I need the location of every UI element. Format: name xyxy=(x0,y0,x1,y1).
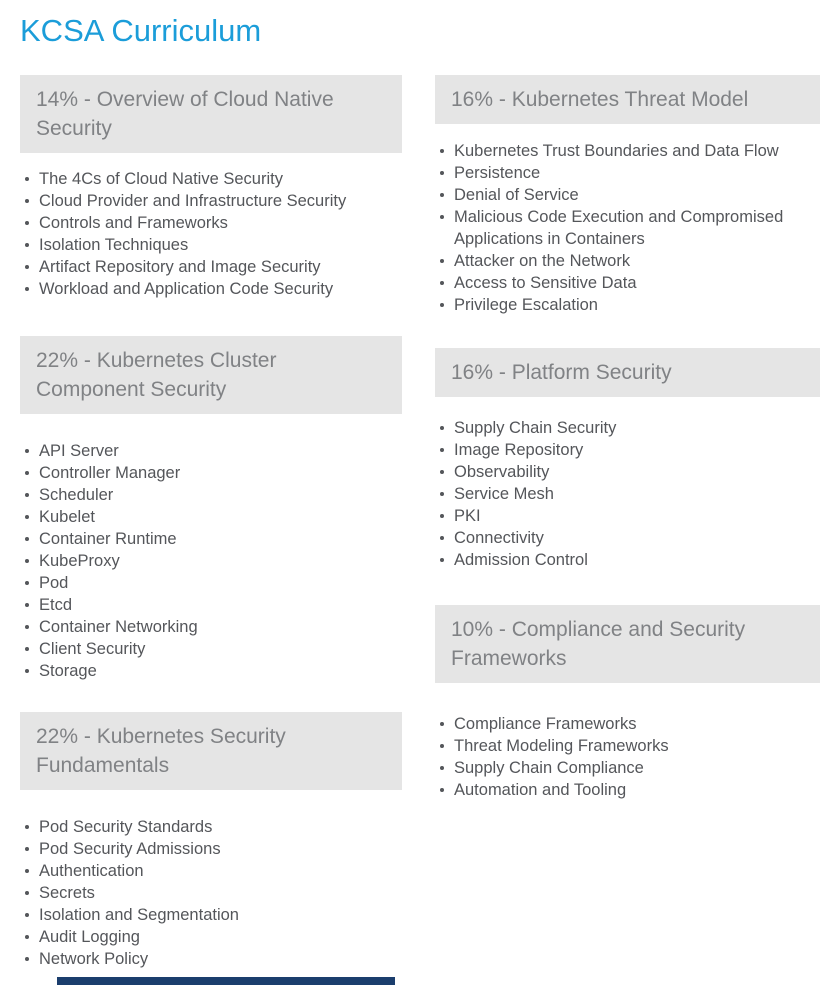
curriculum-section xyxy=(20,336,402,682)
list-item: Denial of Service xyxy=(435,184,820,206)
list-item: Supply Chain Security xyxy=(435,417,820,439)
next-section-bar xyxy=(57,977,395,985)
section-heading: 22% - Kubernetes Cluster Component Security xyxy=(20,336,402,414)
curriculum-columns xyxy=(0,75,832,970)
list-item: Automation and Tooling xyxy=(435,779,820,801)
list-item: Etcd xyxy=(20,594,402,616)
topic-list xyxy=(20,816,402,970)
list-item: Kubelet xyxy=(20,506,402,528)
list-item: Pod Security Admissions xyxy=(20,838,402,860)
list-item: Threat Modeling Frameworks xyxy=(435,735,820,757)
list-item: Scheduler xyxy=(20,484,402,506)
left-column xyxy=(20,75,402,970)
list-item: The 4Cs of Cloud Native Security xyxy=(20,168,402,190)
curriculum-section xyxy=(435,348,820,571)
list-item: Attacker on the Network xyxy=(435,250,820,272)
section-heading: 10% - Compliance and Security Frameworks xyxy=(435,605,820,683)
list-item: Compliance Frameworks xyxy=(435,713,820,735)
list-item: API Server xyxy=(20,440,402,462)
list-item: Cloud Provider and Infrastructure Security xyxy=(20,190,402,212)
list-item: PKI xyxy=(435,505,820,527)
list-item: Controller Manager xyxy=(20,462,402,484)
topic-list xyxy=(20,168,402,300)
list-item: KubeProxy xyxy=(20,550,402,572)
topic-list xyxy=(435,140,820,316)
section-heading: 16% - Platform Security xyxy=(435,348,820,397)
list-item: Kubernetes Trust Boundaries and Data Flow xyxy=(435,140,820,162)
topic-list xyxy=(435,713,820,801)
list-item: Isolation Techniques xyxy=(20,234,402,256)
list-item: Artifact Repository and Image Security xyxy=(20,256,402,278)
list-item: Pod Security Standards xyxy=(20,816,402,838)
right-column xyxy=(435,75,820,801)
list-item: Observability xyxy=(435,461,820,483)
list-item: Storage xyxy=(20,660,402,682)
list-item: Authentication xyxy=(20,860,402,882)
list-item: Workload and Application Code Security xyxy=(20,278,402,300)
list-item: Network Policy xyxy=(20,948,402,970)
curriculum-section xyxy=(20,75,402,300)
list-item: Connectivity xyxy=(435,527,820,549)
list-item: Secrets xyxy=(20,882,402,904)
topic-list xyxy=(435,417,820,571)
list-item: Service Mesh xyxy=(435,483,820,505)
list-item: Access to Sensitive Data xyxy=(435,272,820,294)
section-heading: 16% - Kubernetes Threat Model xyxy=(435,75,820,124)
topic-list xyxy=(20,440,402,682)
page-title: KCSA Curriculum xyxy=(20,13,262,48)
list-item: Admission Control xyxy=(435,549,820,571)
list-item: Isolation and Segmentation xyxy=(20,904,402,926)
list-item: Image Repository xyxy=(435,439,820,461)
section-heading: 14% - Overview of Cloud Native Security xyxy=(20,75,402,153)
list-item: Client Security xyxy=(20,638,402,660)
curriculum-section xyxy=(435,75,820,316)
list-item: Controls and Frameworks xyxy=(20,212,402,234)
curriculum-section xyxy=(435,605,820,801)
list-item: Audit Logging xyxy=(20,926,402,948)
curriculum-section xyxy=(20,712,402,970)
list-item: Privilege Escalation xyxy=(435,294,820,316)
list-item: Persistence xyxy=(435,162,820,184)
list-item: Malicious Code Execution and Compromised Applications in Containers xyxy=(435,206,820,250)
section-heading: 22% - Kubernetes Security Fundamentals xyxy=(20,712,402,790)
list-item: Container Runtime xyxy=(20,528,402,550)
list-item: Supply Chain Compliance xyxy=(435,757,820,779)
list-item: Pod xyxy=(20,572,402,594)
list-item: Container Networking xyxy=(20,616,402,638)
